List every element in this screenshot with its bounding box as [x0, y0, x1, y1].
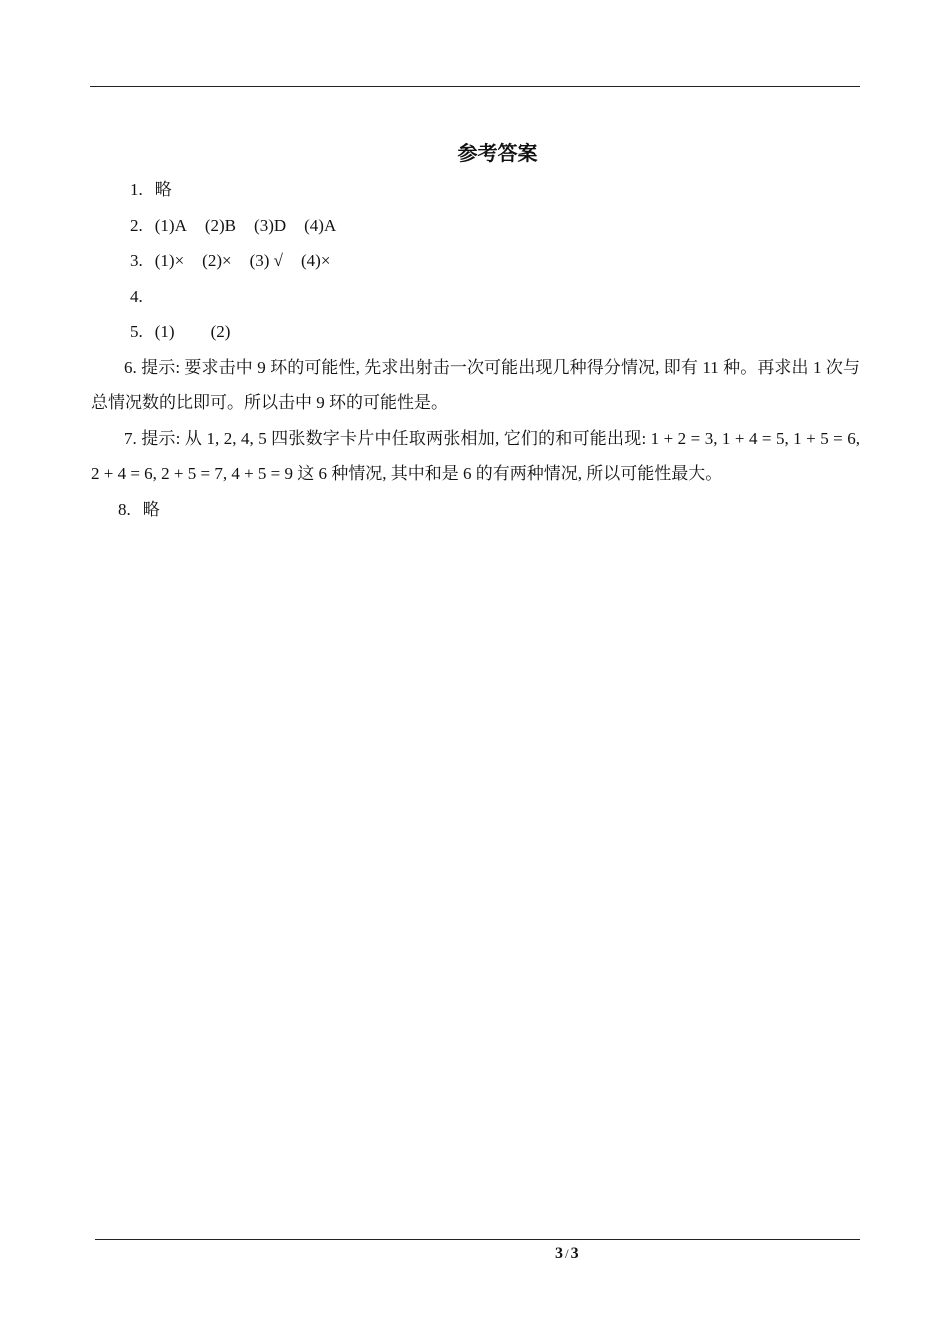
sub-answer: (2)	[210, 322, 231, 341]
answer-number: 2.	[130, 215, 143, 235]
sub-answer: (3)D	[254, 215, 287, 235]
sub-answer: (3) √	[249, 251, 283, 270]
answer-6: 6. 提示: 要求击中 9 环的可能性, 先求出射击一次可能出现几种得分情况, 即有 11 种。再求出 1 次与总情况数的比即可。所以击中 9 环的可能性是。	[91, 357, 860, 412]
answer-list	[91, 172, 860, 527]
answer-text: 略	[142, 499, 160, 519]
sub-answer: (1)	[154, 322, 175, 341]
answer-number: 8.	[118, 499, 131, 519]
answer-8	[91, 492, 860, 528]
answer-4	[91, 279, 860, 315]
page-title: 参考答案	[457, 141, 538, 165]
answer-5	[91, 314, 860, 350]
sub-answer: (4)×	[301, 251, 331, 270]
page-total: 3	[570, 1245, 579, 1262]
answer-number: 4.	[130, 286, 143, 306]
footer-rule	[95, 1239, 860, 1240]
page-number	[555, 1245, 579, 1263]
answer-7: 7. 提示: 从 1, 2, 4, 5 四张数字卡片中任取两张相加, 它们的和可能出现: 1 + 2 = 3, 1 + 4 = 5, 1 + 5 = 6, 2 + 4 = 6, 2 + 5 = 7, 4 + 5 = 9 这 6 种情况, 其中和是 6 的有两种情况, 所以可能性最大。	[91, 428, 860, 483]
sub-answer: (4)A	[304, 215, 337, 235]
answer-3	[91, 243, 860, 279]
sub-answer: (1)A	[154, 215, 187, 235]
page-separator: /	[565, 1246, 569, 1261]
answer-number: 3.	[130, 251, 143, 270]
answer-text: 略	[154, 180, 172, 199]
answer-2	[91, 208, 860, 244]
answer-1	[91, 172, 860, 208]
answer-number: 5.	[130, 322, 143, 341]
header-rule	[90, 86, 860, 87]
sub-answer: (2)×	[202, 251, 232, 270]
sub-answer: (1)×	[154, 251, 185, 270]
answer-number: 1.	[130, 180, 143, 199]
page-current: 3	[555, 1245, 563, 1262]
sub-answer: (2)B	[204, 215, 237, 235]
